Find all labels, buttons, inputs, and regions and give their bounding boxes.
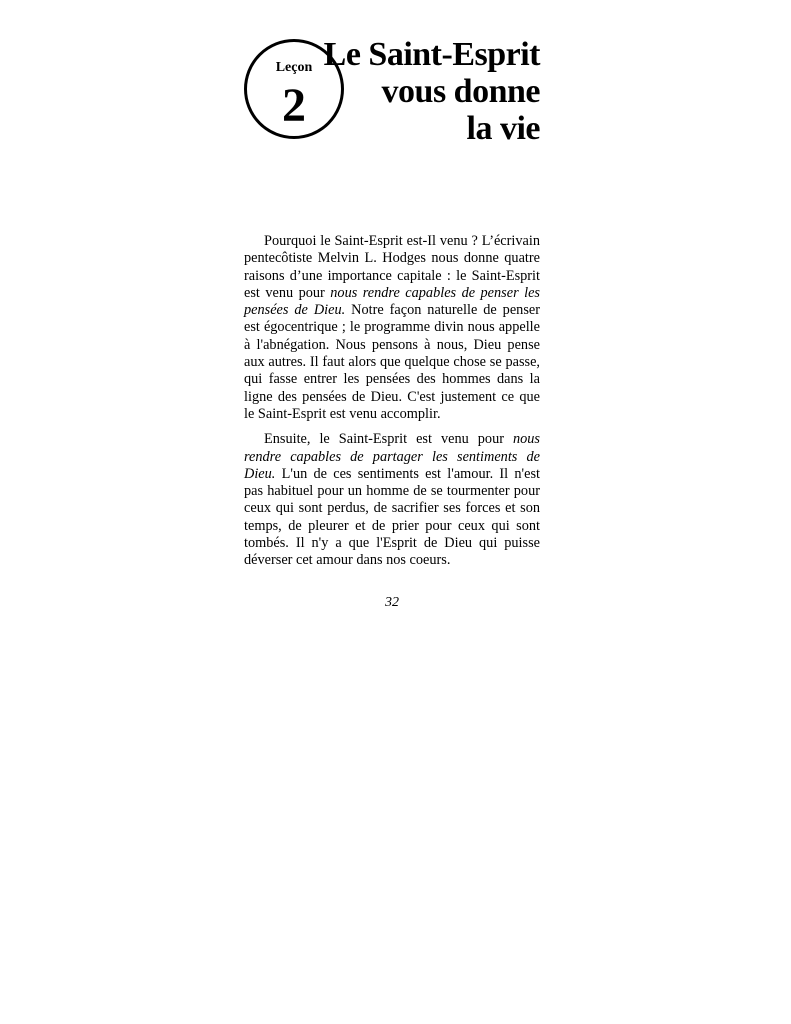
paragraph-1-part-1: Pourquoi le Saint-Esprit est-Il venu ? L’écrivain pentecôtiste Melvin L. Hodges nous donne quatre raisons d’une importance capitale : le Saint-Esprit est venu pour bbox=[244, 233, 540, 301]
paragraph-2 bbox=[244, 431, 540, 569]
body-text bbox=[244, 233, 540, 578]
title-line-3: la vie bbox=[466, 110, 540, 147]
title-line-2: vous donne bbox=[381, 73, 540, 110]
paragraph-1-emphasis: nous rendre capables de penser les pensées de Dieu. bbox=[244, 284, 540, 319]
paragraph-2-emphasis: nous rendre capables de partager les sentiments de Dieu. bbox=[244, 431, 540, 482]
title-line-1: Le Saint-Esprit bbox=[323, 36, 540, 73]
paragraph-2-part-2: L'un de ces sentiments est l'amour. Il n'est pas habituel pour un homme de se tourmenter pour ceux qui sont perdus, de sacrifier ses forces et son temps, de pleurer et de prier pour ceux qui sont tombés. Il n'y a que l'Esprit de Dieu qui puisse déverser cet amour dans nos coeurs. bbox=[244, 465, 540, 569]
paragraph-1-part-2: Notre façon naturelle de penser est égocentrique ; le programme divin nous appelle à l'abnégation. Nous pensons à nous, Dieu pense aux autres. Il faut alors que quelque chose se passe, qui fasse entrer les pensées des hommes dans la ligne des pensées de Dieu. C'est justement ce que le Saint-Esprit est venu accomplir. bbox=[244, 302, 540, 422]
page-number: 32 bbox=[385, 595, 399, 610]
lesson-label: Leçon bbox=[275, 60, 313, 75]
paragraph-2-part-1: Ensuite, le Saint-Esprit est venu pour bbox=[264, 431, 513, 448]
paragraph-1 bbox=[244, 233, 540, 423]
page-title bbox=[324, 36, 540, 147]
lesson-number: 2 bbox=[282, 79, 306, 132]
